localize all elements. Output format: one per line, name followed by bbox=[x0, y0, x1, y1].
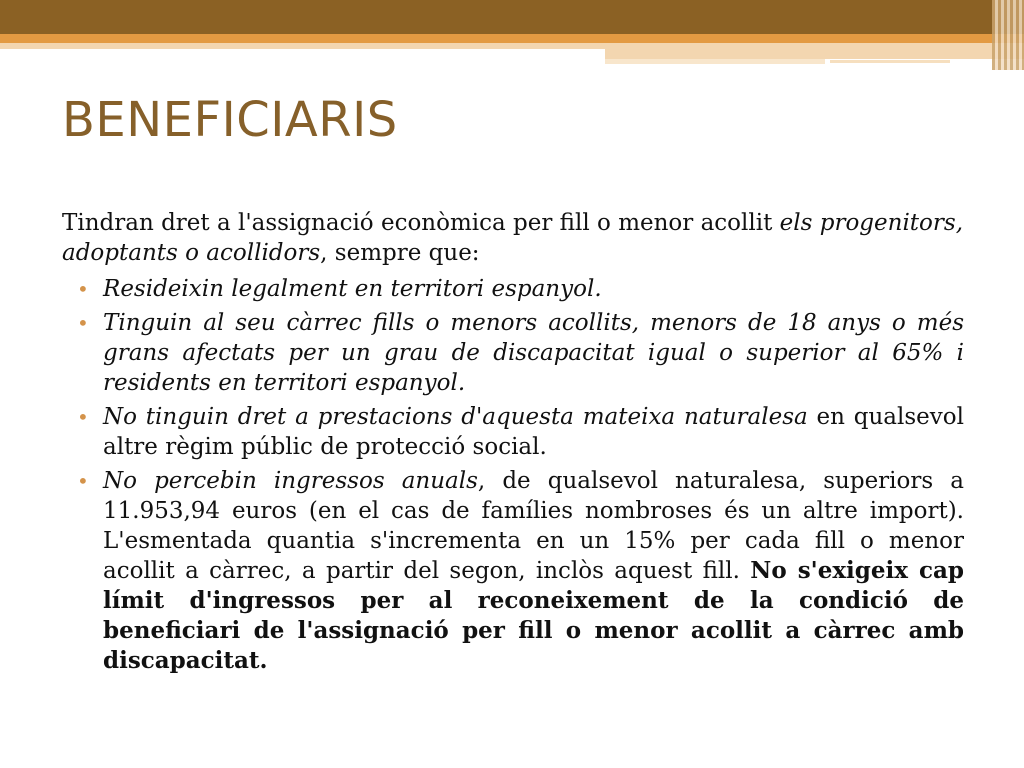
bullet-icon: • bbox=[77, 405, 89, 429]
list-item bbox=[62, 308, 964, 398]
header-band-dark bbox=[0, 0, 1024, 34]
decor-strip bbox=[605, 59, 825, 64]
bullet-italic: No percebin ingressos anuals bbox=[103, 468, 478, 494]
bullet-icon: • bbox=[77, 311, 89, 335]
bullet-text: en qualsevol altre règim públic de protecció social. bbox=[103, 404, 964, 460]
bullet-bold-text: No s'exigeix cap límit d'ingressos per al reconeixement de la condició de beneficiari de l'assignació per fill o menor acollit a càrrec amb discapacitat. bbox=[103, 557, 964, 674]
decor-vertical-lines bbox=[992, 0, 1024, 70]
decor-strip bbox=[830, 60, 950, 63]
list-item bbox=[62, 402, 964, 462]
header-band-orange bbox=[0, 34, 1024, 43]
bullet-italic: No tinguin dret a prestacions d'aquesta mateixa naturalesa bbox=[103, 404, 808, 430]
intro-text-end: , sempre que: bbox=[320, 240, 480, 266]
slide-title: BENEFICIARIS bbox=[62, 92, 398, 148]
list-item bbox=[62, 466, 964, 676]
slide-body bbox=[62, 208, 964, 680]
list-item bbox=[62, 274, 964, 304]
bullet-icon: • bbox=[77, 469, 89, 493]
intro-text: Tindran dret a l'assignació econòmica per fill o menor acollit bbox=[62, 210, 780, 236]
bullet-list bbox=[62, 274, 964, 676]
decor-strip bbox=[605, 49, 1024, 59]
bullet-text: , de qualsevol naturalesa, superiors a 11.953,94 euros (en el cas de famílies nombroses és un altre import). L'esmentada quantia s'incrementa en un 15% per cada fill o menor acollit a càrrec, a partir del segon, inclòs aquest fill. bbox=[103, 468, 964, 584]
bullet-icon: • bbox=[77, 277, 89, 301]
bullet-italic: Resideixin legalment en territori espanyol. bbox=[103, 276, 602, 302]
bullet-italic: Tinguin al seu càrrec fills o menors acollits, menors de 18 anys o més grans afectats per un grau de discapacitat igual o superior al 65% i residents en territori espanyol. bbox=[103, 310, 964, 396]
intro-paragraph bbox=[62, 208, 964, 268]
intro-italic: els progenitors, adoptants o acollidors bbox=[62, 210, 964, 266]
